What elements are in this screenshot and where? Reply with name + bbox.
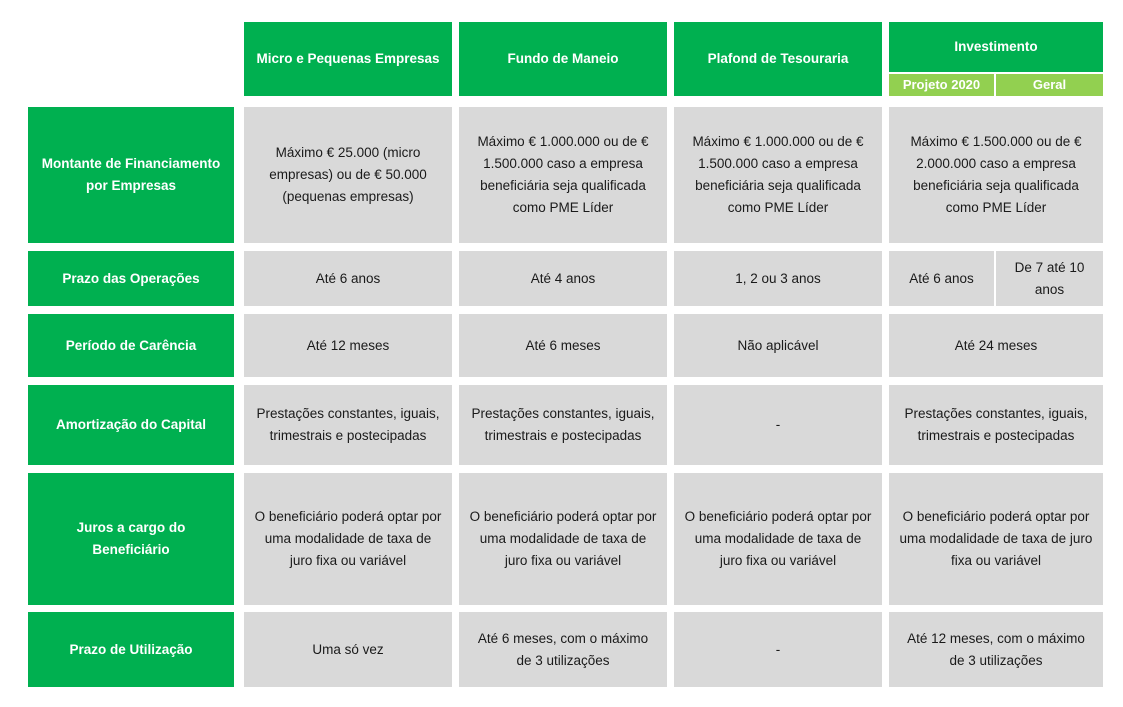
cell-amortizacao-fundo <box>459 385 667 465</box>
subheader-label: Projeto 2020 <box>902 77 981 92</box>
header-label: Plafond de Tesouraria <box>707 51 849 66</box>
cell-text: O beneficiário poderá optar por uma modalidade de taxa de juro fixa ou variável <box>684 509 872 568</box>
row-header-montante <box>28 107 234 243</box>
cell-text: Prestações constantes, iguais, trimestrais e postecipadas <box>471 406 655 443</box>
cell-juros-micro <box>244 473 452 605</box>
cell-text: Até 12 meses <box>306 337 390 353</box>
cell-text: Até 6 anos <box>909 270 974 286</box>
row-header-prazo-utilizacao <box>28 612 234 687</box>
cell-text: Prestações constantes, iguais, trimestrais e postecipadas <box>256 406 440 443</box>
row-label: Prazo das Operações <box>62 270 200 286</box>
header-investimento <box>889 22 1103 72</box>
subheader-label: Geral <box>1032 77 1067 92</box>
cell-prazo-micro <box>244 251 452 306</box>
row-header-amortizacao <box>28 385 234 465</box>
row-label: Prazo de Utilização <box>69 641 193 657</box>
cell-text: O beneficiário poderá optar por uma modalidade de taxa de juro fixa ou variável <box>469 509 657 568</box>
subheader-projeto-2020 <box>889 74 994 96</box>
cell-prazo-plafond <box>674 251 882 306</box>
cell-text: Não aplicável <box>737 337 819 353</box>
row-header-juros <box>28 473 234 605</box>
cell-carencia-fundo <box>459 314 667 377</box>
cell-text: - <box>775 641 781 657</box>
header-label: Fundo de Maneio <box>507 51 619 66</box>
row-header-periodo-carencia <box>28 314 234 377</box>
cell-montante-micro <box>244 107 452 243</box>
cell-utilizacao-plafond <box>674 612 882 687</box>
cell-amortizacao-investimento <box>889 385 1103 465</box>
cell-prazo-fundo <box>459 251 667 306</box>
cell-text: Até 4 anos <box>530 270 596 286</box>
cell-text: Até 6 meses <box>525 337 601 353</box>
header-fundo-de-maneio <box>459 22 667 96</box>
cell-text: Até 6 anos <box>315 270 381 286</box>
cell-text: De 7 até 10 anos <box>1014 259 1085 297</box>
cell-text: Máximo € 1.000.000 ou de € 1.500.000 caso a empresa beneficiária seja qualificada como PME Líder <box>692 134 864 215</box>
header-label: Investimento <box>954 39 1038 54</box>
cell-text: Até 24 meses <box>954 337 1038 353</box>
cell-carencia-plafond <box>674 314 882 377</box>
header-micro-pequenas-empresas <box>244 22 452 96</box>
header-label: Micro e Pequenas Empresas <box>256 51 440 66</box>
header-plafond-de-tesouraria <box>674 22 882 96</box>
cell-juros-investimento <box>889 473 1103 605</box>
cell-utilizacao-investimento <box>889 612 1103 687</box>
cell-text: - <box>775 417 781 432</box>
cell-text: Máximo € 25.000 (micro empresas) ou de € 50.000 (pequenas empresas) <box>269 145 427 204</box>
cell-utilizacao-fundo <box>459 612 667 687</box>
row-label: Juros a cargo do Beneficiário <box>76 520 186 557</box>
cell-text: O beneficiário poderá optar por uma modalidade de taxa de juro fixa ou variável <box>899 509 1093 568</box>
cell-utilizacao-micro <box>244 612 452 687</box>
subheader-geral <box>996 74 1103 96</box>
cell-juros-plafond <box>674 473 882 605</box>
cell-carencia-micro <box>244 314 452 377</box>
cell-prazo-geral <box>996 251 1103 306</box>
cell-text: Máximo € 1.000.000 ou de € 1.500.000 caso a empresa beneficiária seja qualificada como PME Líder <box>477 134 649 215</box>
row-header-prazo-operacoes <box>28 251 234 306</box>
cell-text: Até 12 meses, com o máximo de 3 utilizações <box>907 630 1085 668</box>
cell-amortizacao-plafond <box>674 385 882 465</box>
cell-text: 1, 2 ou 3 anos <box>735 270 821 286</box>
cell-montante-plafond <box>674 107 882 243</box>
cell-juros-fundo <box>459 473 667 605</box>
cell-montante-investimento <box>889 107 1103 243</box>
row-label: Amortização do Capital <box>55 417 207 432</box>
cell-text: Prestações constantes, iguais, trimestrais e postecipadas <box>904 406 1088 443</box>
cell-text: Até 6 meses, com o máximo de 3 utilizações <box>477 630 649 668</box>
row-label: Montante de Financiamento por Empresas <box>41 156 221 193</box>
cell-amortizacao-micro <box>244 385 452 465</box>
cell-carencia-investimento <box>889 314 1103 377</box>
row-label: Período de Carência <box>65 337 197 353</box>
cell-text: O beneficiário poderá optar por uma modalidade de taxa de juro fixa ou variável <box>254 509 442 568</box>
cell-prazo-projeto-2020 <box>889 251 994 306</box>
cell-text: Uma só vez <box>312 641 384 657</box>
cell-text: Máximo € 1.500.000 ou de € 2.000.000 caso a empresa beneficiária seja qualificada como PME Líder <box>910 134 1082 215</box>
cell-montante-fundo <box>459 107 667 243</box>
